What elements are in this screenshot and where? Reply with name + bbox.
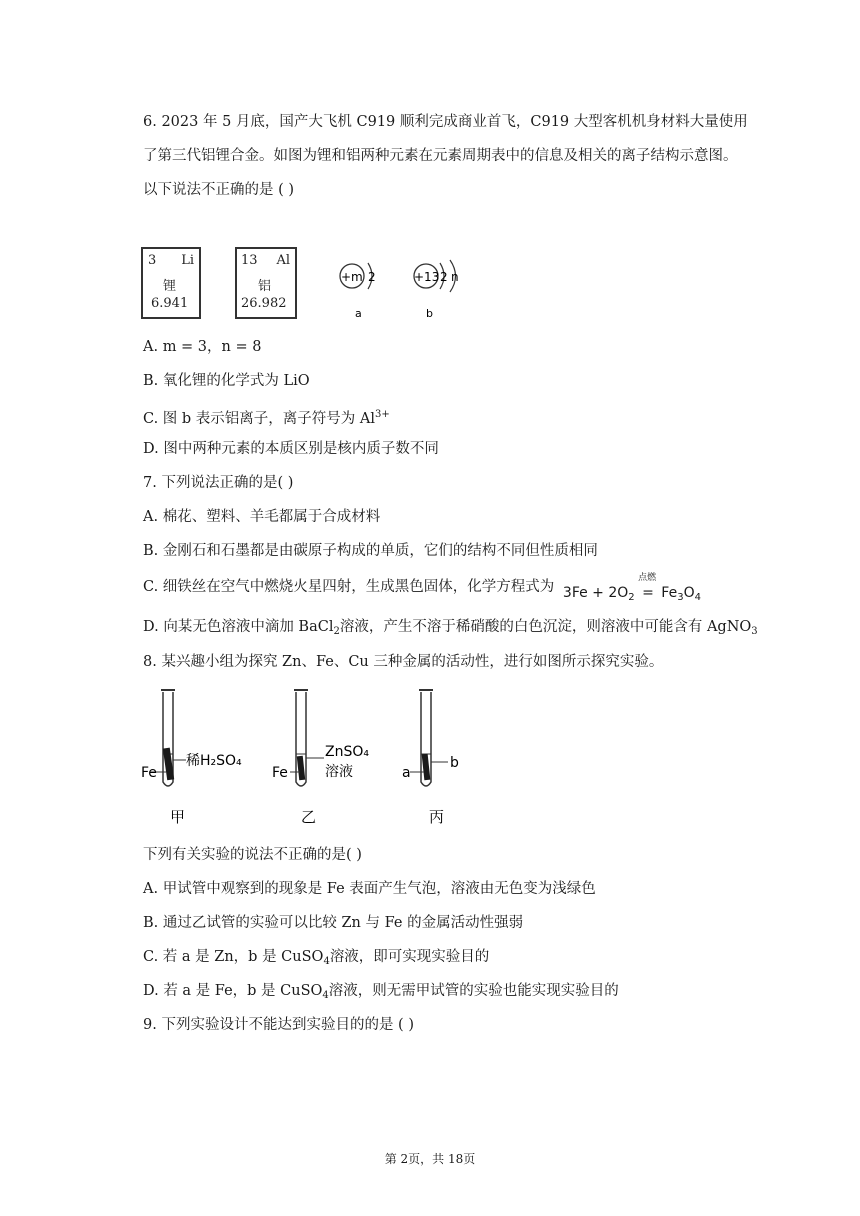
tube2-metal: Fe	[272, 765, 288, 781]
ion-structure-diagrams	[330, 255, 480, 325]
li-symbol: Li	[181, 253, 194, 268]
q7-equation-condition: 点燃	[638, 573, 657, 583]
tube3-caption: 丙	[429, 808, 445, 826]
q7-option-a: A. 棉花、塑料、羊毛都属于合成材料	[143, 509, 381, 525]
tube2-solution-line1: ZnSO₄	[325, 744, 369, 760]
ion-b-diagram	[414, 260, 459, 320]
q8-option-a: A. 甲试管中观察到的现象是 Fe 表面产生气泡，溶液由无色变为浅绿色	[143, 881, 596, 897]
al-atomic-number: 13	[241, 253, 258, 268]
aluminum-element-card	[235, 247, 297, 319]
q8-test-tube-experiments	[140, 686, 480, 832]
ion-b-shell2: n	[451, 270, 459, 284]
ion-a-nucleus: +m	[341, 270, 363, 284]
tube2-caption: 乙	[301, 808, 317, 826]
q6-stem-line1: 6. 2023 年 5 月底，国产大飞机 C919 顺利完成商业首飞，C919 大型客机机身材料大量使用	[143, 114, 748, 130]
al-atomic-mass: 26.982	[241, 296, 287, 311]
test-tube-bing	[402, 689, 459, 826]
q6-option-c: C. 图 b 表示铝离子，离子符号为 $Al^{3+}$	[143, 409, 390, 427]
al-symbol: Al	[276, 253, 290, 268]
tube1-solution: 稀H₂SO₄	[186, 753, 242, 769]
li-atomic-number: 3	[148, 253, 157, 268]
q6-option-b: B. 氧化锂的化学式为 LiO	[143, 373, 310, 389]
q7-equation: $3Fe + 2O_2$ 点燃 = $Fe_3O_4$	[563, 585, 701, 601]
test-tube-jia	[141, 689, 242, 826]
q6-option-a: A. m = 3，n = 8	[143, 339, 262, 355]
q6-option-d: D. 图中两种元素的本质区别是核内质子数不同	[143, 441, 439, 457]
test-tube-yi	[272, 689, 369, 826]
lithium-element-card	[141, 247, 201, 319]
ion-b-caption: b	[426, 307, 433, 320]
tube3-solution: b	[450, 755, 459, 771]
tube3-metal: a	[402, 765, 411, 781]
ion-b-shell1: 2	[440, 270, 448, 284]
q8-prompt: 下列有关实验的说法不正确的是( )	[143, 847, 362, 863]
q8-option-d: D. 若 a 是 Fe，b 是 CuSO$_4$溶液，则无需甲试管的实验也能实现实验目的	[143, 983, 619, 1001]
q8-option-c: C. 若 a 是 Zn，b 是 CuSO$_4$溶液，即可实现实验目的	[143, 949, 490, 967]
q7-stem: 7. 下列说法正确的是( )	[143, 475, 294, 491]
q9-stem: 9. 下列实验设计不能达到实验目的的是 ( )	[143, 1017, 414, 1033]
q6-stem-line2: 了第三代铝锂合金。如图为锂和铝两种元素在元素周期表中的信息及相关的离子结构示意图。	[143, 148, 738, 164]
q8-stem: 8. 某兴趣小组为探究 Zn、Fe、Cu 三种金属的活动性，进行如图所示探究实验。	[143, 654, 664, 670]
li-name: 锂	[163, 279, 177, 294]
tube1-metal: Fe	[141, 765, 157, 781]
q6-stem-line3: 以下说法不正确的是 ( )	[143, 182, 295, 198]
li-atomic-mass: 6.941	[151, 296, 189, 311]
tube1-caption: 甲	[170, 808, 186, 826]
q8-option-b: B. 通过乙试管的实验可以比较 Zn 与 Fe 的金属活动性强弱	[143, 915, 524, 931]
q7-option-d: D. 向某无色溶液中滴加 BaCl$_2$溶液，产生不溶于稀硝酸的白色沉淀，则溶液中可能含有 AgNO$_3$	[143, 619, 758, 637]
ion-a-caption: a	[355, 307, 362, 320]
q7-option-b: B. 金刚石和石墨都是由碳原子构成的单质，它们的结构不同但性质相同	[143, 543, 598, 559]
al-name: 铝	[258, 279, 272, 294]
q7-option-c: C. 细铁丝在空气中燃烧火星四射，生成黑色固体，化学方程式为 $3Fe + 2O_2$ 点燃 = $Fe_3O_4$	[143, 577, 701, 602]
page-footer: 第 2页，共 18页	[384, 1152, 476, 1166]
ion-a-shell1: 2	[368, 270, 376, 284]
tube2-solution-line2: 溶液	[325, 764, 353, 780]
ion-b-nucleus: +13	[414, 270, 440, 284]
ion-a-diagram	[340, 263, 376, 320]
